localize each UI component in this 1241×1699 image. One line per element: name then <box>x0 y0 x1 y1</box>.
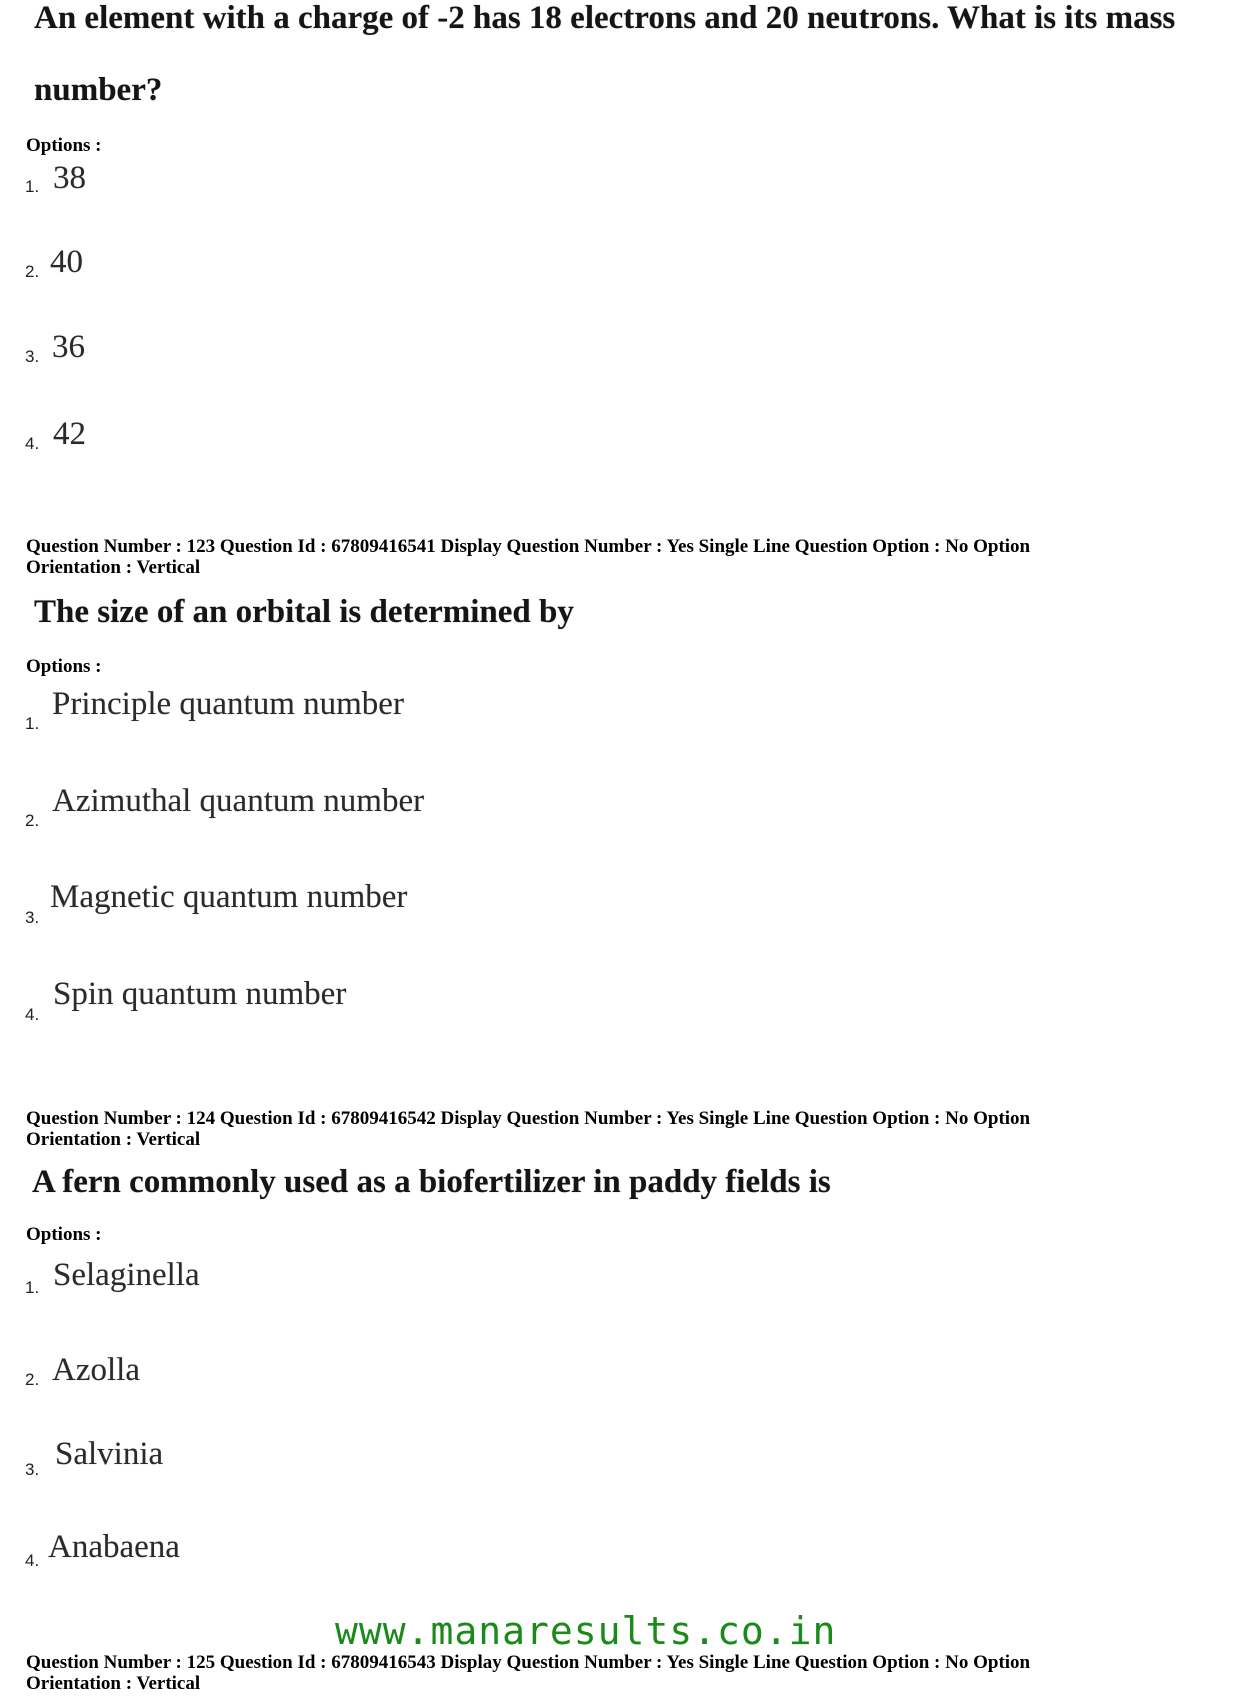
q124-option-3-text: Salvinia <box>55 1436 164 1472</box>
question-125-meta-line2: Orientation : Vertical <box>26 1673 201 1694</box>
q124-option-4-number: 4. <box>25 1551 40 1570</box>
question-124-meta <box>26 1108 1206 1150</box>
question-124-meta-line2: Orientation : Vertical <box>26 1129 201 1150</box>
q123-option-4-number: 4. <box>25 1005 40 1024</box>
q123-option-3-text: Magnetic quantum number <box>50 879 408 915</box>
q122-option-2-number: 2. <box>25 262 40 281</box>
question-125-meta-line1: Question Number : 125 Question Id : 67809416543 Display Question Number : Yes Single Line Question Option : No Option <box>26 1652 1031 1673</box>
q122-option-3-text: 36 <box>52 329 85 365</box>
q124-option-1-text: Selaginella <box>53 1257 200 1293</box>
question-125-meta <box>26 1652 1206 1694</box>
q123-option-2-number: 2. <box>25 811 40 830</box>
question-123-meta-line1: Question Number : 123 Question Id : 67809416541 Display Question Number : Yes Single Line Question Option : No Option <box>26 536 1031 557</box>
question-123-options-label: Options : <box>26 656 102 677</box>
question-124-options-label: Options : <box>26 1224 102 1245</box>
q122-option-4-text: 42 <box>53 416 86 452</box>
q122-option-2-text: 40 <box>50 244 83 280</box>
q122-option-1-text: 38 <box>53 160 86 196</box>
question-123-meta-line2: Orientation : Vertical <box>26 557 201 578</box>
question-124-text: A fern commonly used as a biofertilizer in paddy fields is <box>32 1164 831 1200</box>
question-122-options-label: Options : <box>26 135 102 156</box>
q123-option-2-text: Azimuthal quantum number <box>52 783 425 819</box>
q123-option-4-text: Spin quantum number <box>53 976 347 1012</box>
website-watermark: www.manaresults.co.in <box>335 1609 837 1653</box>
question-123-text: The size of an orbital is determined by <box>34 594 574 630</box>
q122-option-4-number: 4. <box>25 434 40 453</box>
question-122-text-line1: An element with a charge of -2 has 18 electrons and 20 neutrons. What is its mass <box>34 0 1176 36</box>
question-123-meta <box>26 536 1206 578</box>
q122-option-1-number: 1. <box>25 177 40 196</box>
q123-option-1-number: 1. <box>25 714 40 733</box>
q124-option-1-number: 1. <box>25 1278 40 1297</box>
q124-option-2-number: 2. <box>25 1370 40 1389</box>
question-122-text-line2: number? <box>34 72 163 108</box>
q123-option-3-number: 3. <box>25 908 40 927</box>
q123-option-1-text: Principle quantum number <box>52 686 404 722</box>
question-124-meta-line1: Question Number : 124 Question Id : 67809416542 Display Question Number : Yes Single Line Question Option : No Option <box>26 1108 1031 1129</box>
q124-option-2-text: Azolla <box>52 1352 140 1388</box>
q124-option-4-text: Anabaena <box>48 1529 180 1565</box>
q124-option-3-number: 3. <box>25 1460 40 1479</box>
q122-option-3-number: 3. <box>25 347 40 366</box>
